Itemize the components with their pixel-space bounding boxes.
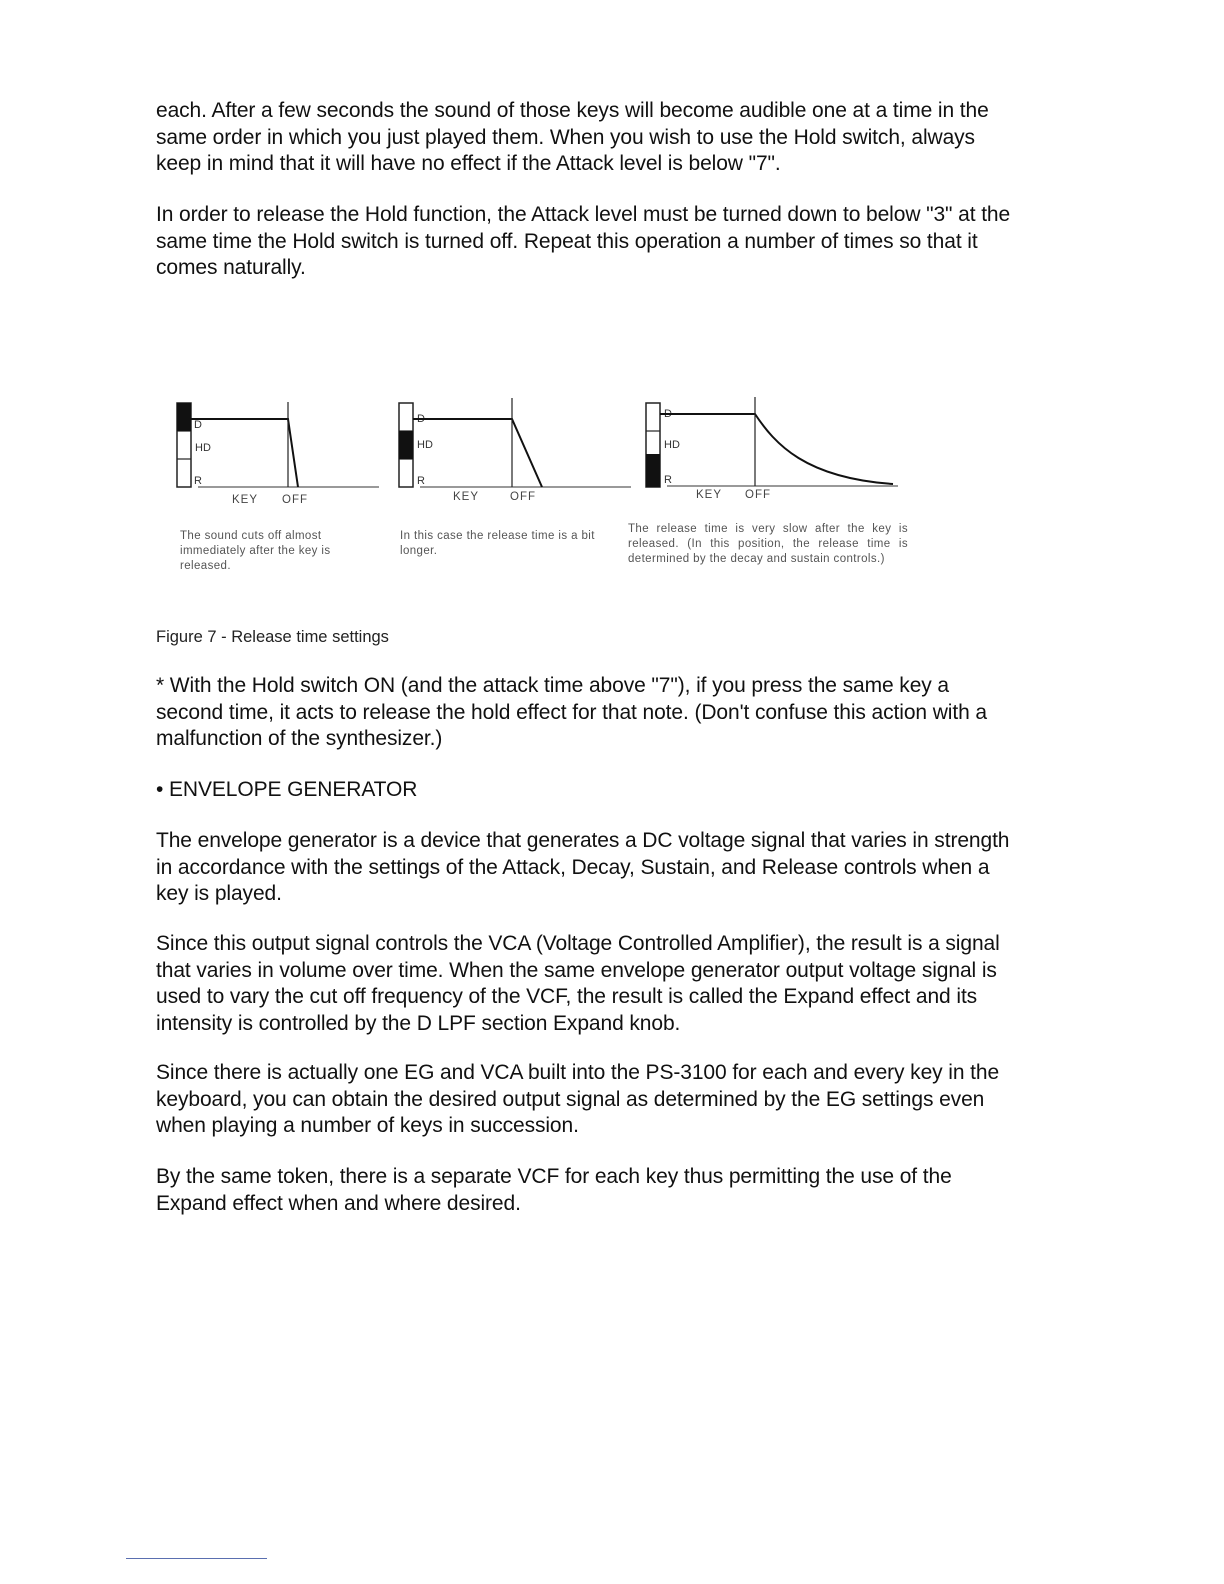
axis-key: KEY	[232, 494, 259, 506]
axis-key: KEY	[453, 491, 480, 503]
label-d: D	[664, 408, 672, 420]
label-r: R	[664, 474, 672, 486]
axis-off: OFF	[510, 491, 536, 503]
figure-caption-1: The sound cuts off almost immediately after the key is released.	[180, 530, 331, 572]
section-heading-envelope-generator: • ENVELOPE GENERATOR	[156, 778, 418, 801]
paragraph-vcf-per-key: By the same token, there is a separate VCF for each key thus permitting the use of the Expand effect when and where desired.	[156, 1165, 952, 1215]
axis-off: OFF	[745, 489, 771, 501]
figure-caption-2: In this case the release time is a bit longer.	[400, 530, 595, 557]
label-d: D	[194, 419, 202, 431]
figure-caption-3: The release time is very slow after the key is released. (In this position, the release time is determined by the decay and sustain controls.)	[628, 523, 908, 565]
envelope-diagram-3	[645, 396, 900, 508]
selector-fill-top	[177, 403, 191, 431]
envelope-diagram-1-graphic	[176, 396, 386, 508]
paragraph-eg-definition: The envelope generator is a device that generates a DC voltage signal that varies in strength in accordance with the settings of the Attack, Decay, Sustain, and Release controls when a key is played.	[156, 829, 1010, 905]
envelope-diagram-2-graphic	[398, 396, 633, 508]
label-hd: HD	[417, 439, 433, 451]
paragraph-hold-intro: each. After a few seconds the sound of those keys will become audible one at a time in the same order in which you just played them. When you wish to use the Hold switch, always keep in mind that it will have no effect if the Attack level is below "7".	[156, 99, 989, 175]
figure-title: Figure 7 - Release time settings	[156, 628, 389, 646]
envelope-diagram-1	[176, 396, 386, 508]
selector-fill-bottom	[646, 454, 660, 487]
paragraph-vca-expand: Since this output signal controls the VCA (Voltage Controlled Amplifier), the result is a signal that varies in volume over time. When the same envelope generator output voltage signal is used to vary the cut off frequency of the VCF, the result is called the Expand effect and its intensity is controlled by the D LPF section Expand knob.	[156, 932, 1000, 1035]
footer-rule	[126, 1558, 267, 1559]
axis-off: OFF	[282, 494, 308, 506]
selector-fill-middle	[399, 431, 413, 459]
label-hd: HD	[195, 442, 211, 454]
label-d: D	[417, 413, 425, 425]
label-hd: HD	[664, 439, 680, 451]
envelope-diagram-3-graphic	[645, 396, 900, 508]
paragraph-release-hold: In order to release the Hold function, the Attack level must be turned down to below "3" at the same time the Hold switch is turned off. Repeat this operation a number of times so that it comes naturally.	[156, 203, 1011, 279]
paragraph-hold-note: * With the Hold switch ON (and the attack time above "7"), if you press the same key a second time, it acts to release the hold effect for that note. (Don't confuse this action with a malfunction of the synthesizer.)	[156, 674, 987, 750]
label-r: R	[417, 475, 425, 487]
envelope-diagram-2	[398, 396, 633, 508]
label-r: R	[194, 475, 202, 487]
paragraph-eg-per-key: Since there is actually one EG and VCA built into the PS-3100 for each and every key in the keyboard, you can obtain the desired output signal as determined by the EG settings even when playing a number of keys in succession.	[156, 1061, 1000, 1137]
axis-key: KEY	[696, 489, 723, 501]
